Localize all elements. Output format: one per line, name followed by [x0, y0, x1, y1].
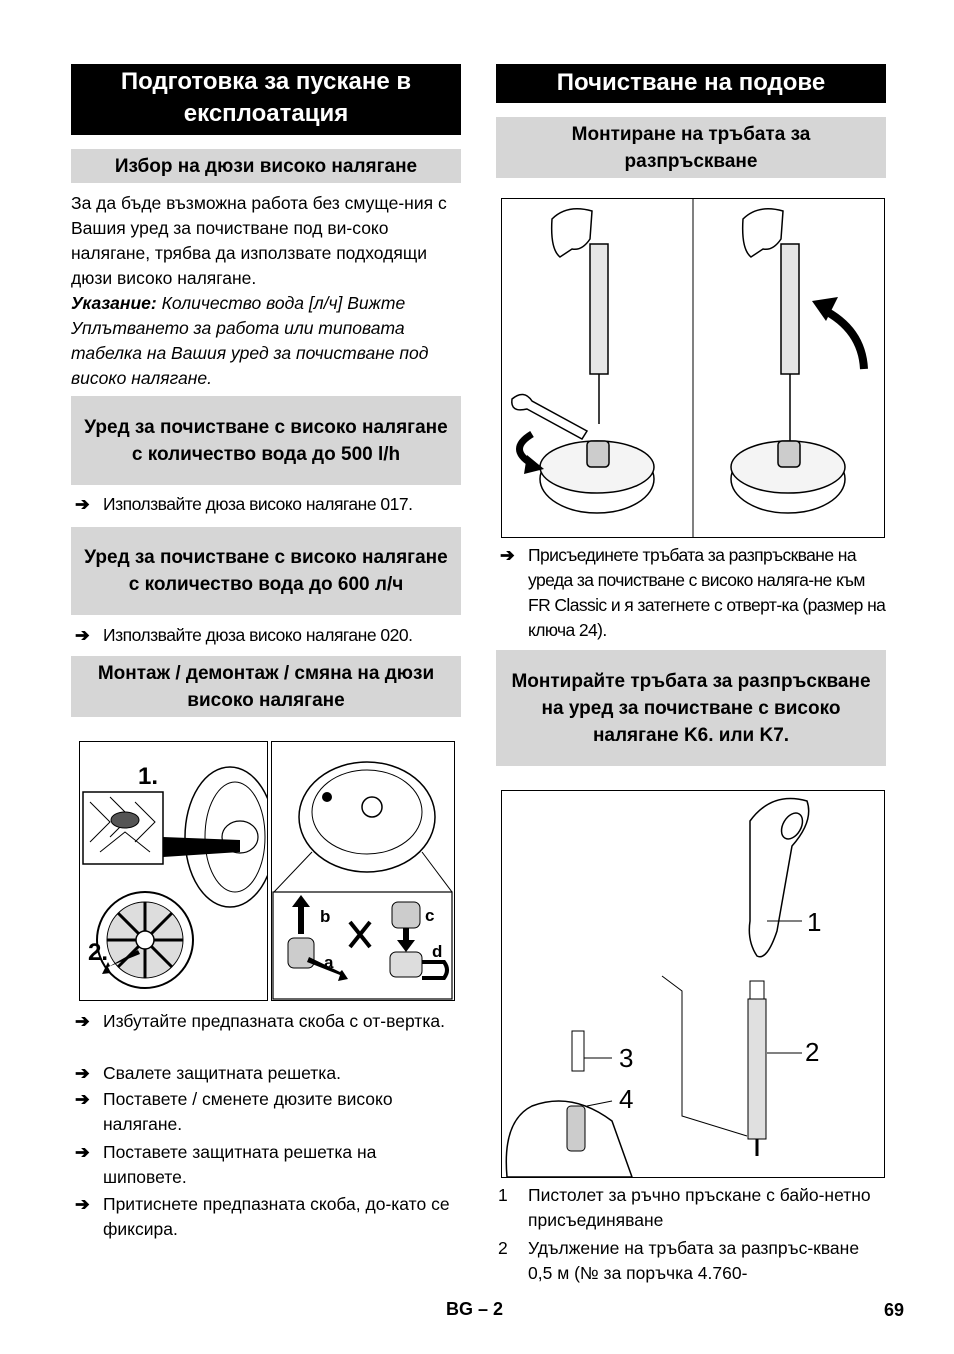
step-item [71, 1009, 463, 1034]
nozzle-mounting-figure-left [79, 741, 268, 1001]
step-text: Притиснете предпазната скоба, до-като се фиксира. [103, 1194, 450, 1239]
note-text: Количество вода [л/ч] Вижте Уплътването за работа или типовата табелка на Вашия уред за почистване под високо налягане. [71, 293, 429, 388]
arrow-right-icon: ➔ [75, 1063, 90, 1083]
nozzle-choice-paragraph [71, 191, 463, 391]
nozzle-mounting-illustration-1 [80, 742, 267, 1000]
k6-k7-illustration [502, 791, 884, 1177]
step-item [71, 1061, 463, 1086]
k6-k7-figure [501, 790, 885, 1178]
spray-pipe-bullet [496, 543, 888, 643]
spray-pipe-figure [501, 198, 885, 538]
nozzle-mounting-figure-right [271, 741, 455, 1001]
legend-number: 1 [498, 1185, 508, 1205]
legend-number: 2 [498, 1238, 508, 1258]
page-number: 69 [884, 1300, 905, 1320]
spray-pipe-illustration [502, 199, 884, 537]
legend-text: Пистолет за ръчно пръскане с байо-нетно присъединяване [528, 1185, 871, 1230]
part-label-1: 1 [807, 907, 822, 937]
legend-item [496, 1183, 888, 1233]
page-title-right: Почистване на подове [496, 64, 886, 103]
legend-item [496, 1236, 888, 1286]
note [71, 291, 463, 391]
step-1-label: 1. [138, 763, 159, 790]
bullet-500-text: Използвайте дюза високо налягане 017. [103, 494, 413, 514]
step-item [71, 1192, 463, 1242]
label-b: b [320, 907, 331, 926]
section-heading-k6-k7: Монтирайте тръбата за разпръскване на уред за почистване с високо налягане K6. или K7. [496, 650, 886, 766]
arrow-right-icon: ➔ [75, 1142, 90, 1162]
arrow-right-icon: ➔ [75, 1089, 90, 1109]
arrow-right-icon: ➔ [500, 545, 515, 565]
label-d: d [432, 942, 443, 961]
step-text: Поставете / сменете дюзите високо налягане. [103, 1089, 393, 1134]
arrow-right-icon: ➔ [75, 1011, 90, 1031]
arrow-right-icon: ➔ [75, 1194, 90, 1214]
page-title-left: Подготовка за пускане в експлоатация [71, 64, 461, 135]
section-heading-500: Уред за почистване с високо налягане с количество вода до 500 l/h [71, 396, 461, 485]
nozzle-choice-text: За да бъде възможна работа без смуще-ния с Вашия уред за почистване под ви-соко налягане, трябва да използвате подходящи дюзи високо налягане. [71, 193, 447, 288]
nozzle-mounting-illustration-2 [272, 742, 454, 1000]
bullet-500 [71, 492, 463, 517]
section-heading-mounting: Монтаж / демонтаж / смяна на дюзи високо налягане [71, 656, 461, 717]
step-text: Свалете защитната решетка. [103, 1063, 341, 1083]
section-heading-spray-pipe: Монтиране на тръбата за разпръскване [496, 117, 886, 178]
part-label-2: 2 [805, 1037, 820, 1067]
label-c: c [425, 906, 435, 925]
bullet-600-text: Използвайте дюза високо налягане 020. [103, 625, 413, 645]
arrow-right-icon: ➔ [75, 625, 90, 645]
legend-text: Удължение на тръбата за разпръс-кване 0,5 м (№ за поръчка 4.760- [528, 1238, 860, 1283]
section-heading-nozzle-choice: Избор на дюзи високо налягане [71, 149, 461, 183]
note-label: Указание: [71, 293, 157, 313]
step-2-label: 2. [88, 939, 109, 966]
bullet-600 [71, 623, 463, 648]
spray-pipe-bullet-text: Присъединете тръбата за разпръскване на уреда за почистване с високо наляга-не към FR Classic и я затегнете с отверт-ка (размер на ключа 24). [528, 545, 886, 640]
step-item [71, 1087, 463, 1137]
step-item [71, 1140, 463, 1190]
part-label-4: 4 [619, 1084, 634, 1114]
step-text: Избутайте предпазната скоба с от-вертка. [103, 1011, 445, 1031]
section-heading-600: Уред за почистване с високо налягане с количество вода до 600 л/ч [71, 527, 461, 615]
part-label-3: 3 [619, 1043, 634, 1073]
footer-section-label: BG – 2 [446, 1299, 504, 1319]
step-text: Поставете защитната решетка на шиповете. [103, 1142, 377, 1187]
arrow-right-icon: ➔ [75, 494, 90, 514]
label-a: a [324, 953, 334, 972]
